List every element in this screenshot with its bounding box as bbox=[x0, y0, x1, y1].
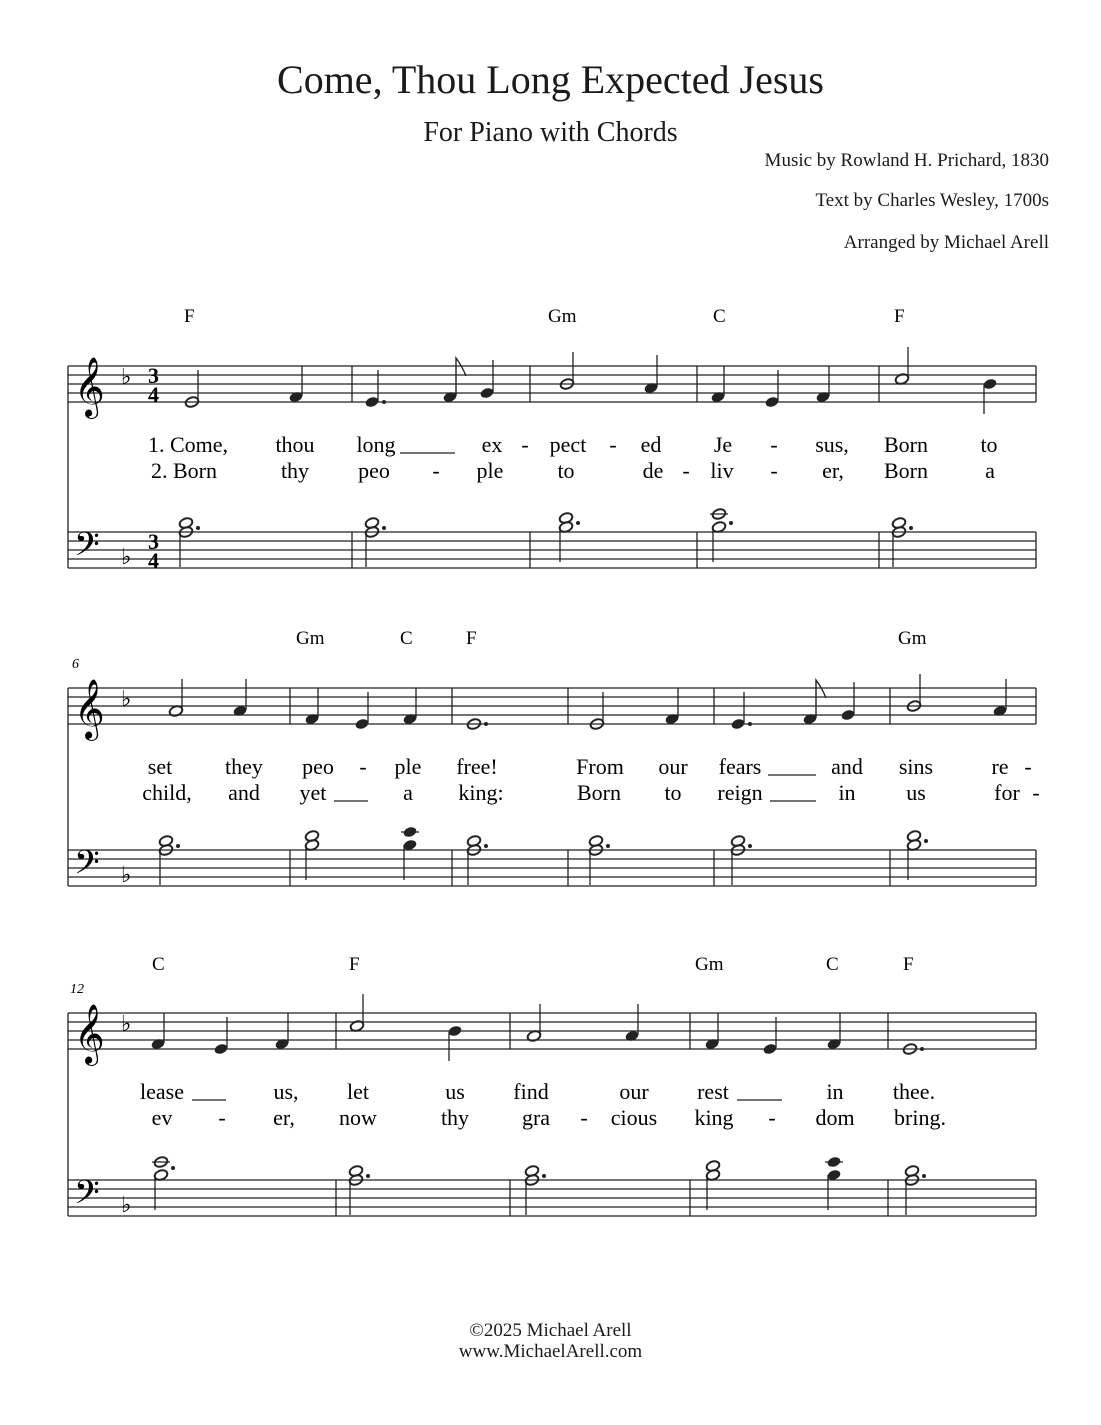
lyrics-verse-1 bbox=[148, 432, 998, 457]
lyric-syllable: thee. bbox=[892, 1079, 936, 1104]
time-signature-bottom: 4 bbox=[148, 548, 159, 573]
lyric-syllable: to bbox=[980, 432, 998, 457]
system-3 bbox=[68, 954, 1036, 1219]
lyric-syllable: Born bbox=[884, 432, 928, 457]
lyric-syllable: child, bbox=[142, 780, 192, 805]
time-signature-top: 3 bbox=[148, 363, 159, 388]
lyric-syllable: long bbox=[356, 432, 396, 457]
lyric-syllable: 1. Come, bbox=[147, 432, 229, 457]
page-subtitle: For Piano with Chords bbox=[423, 117, 678, 148]
measure-number: 12 bbox=[70, 982, 84, 997]
arranger-credit: Arranged by Michael Arell bbox=[843, 232, 1049, 253]
lyric-syllable: us bbox=[906, 780, 926, 805]
lyric-syllable: a bbox=[403, 780, 413, 805]
chord-symbol: F bbox=[349, 954, 360, 975]
music-credit: Music by Rowland H. Prichard, 1830 bbox=[764, 150, 1049, 171]
lyric-syllable: er, bbox=[273, 1105, 295, 1130]
lyric-syllable: reign bbox=[717, 780, 763, 805]
chord-symbol: C bbox=[152, 954, 165, 975]
lyric-syllable: Born bbox=[577, 780, 621, 805]
lyric-hyphen: - bbox=[432, 458, 440, 483]
time-signature-top: 3 bbox=[148, 529, 159, 554]
lyric-syllable: and bbox=[228, 780, 260, 805]
chord-symbol: C bbox=[826, 954, 839, 975]
bass-staff bbox=[68, 1180, 1036, 1216]
lyrics-verse-2 bbox=[142, 780, 1039, 805]
melody-notes bbox=[168, 674, 1007, 730]
lyric-syllable: re bbox=[991, 754, 1009, 779]
lyric-syllable: peo bbox=[302, 754, 334, 779]
lyric-syllable: now bbox=[339, 1105, 377, 1130]
lyric-syllable: a bbox=[985, 458, 995, 483]
lyric-hyphen: - bbox=[768, 1105, 776, 1130]
treble-clef-icon: 𝄞 bbox=[74, 1006, 105, 1063]
lyric-syllable: let bbox=[347, 1079, 369, 1104]
lyric-syllable: peo bbox=[358, 458, 390, 483]
lyric-syllable: our bbox=[658, 754, 688, 779]
copyright-text: ©2025 Michael Arell bbox=[469, 1320, 632, 1341]
flat-icon: ♭ bbox=[121, 1192, 132, 1217]
lyric-syllable: and bbox=[831, 754, 863, 779]
flat-icon: ♭ bbox=[121, 544, 132, 569]
lyric-syllable: us bbox=[445, 1079, 465, 1104]
lyric-hyphen: - bbox=[218, 1105, 226, 1130]
lyric-syllable: Je bbox=[713, 432, 733, 457]
flat-icon: ♭ bbox=[121, 686, 132, 711]
lyric-syllable: ev bbox=[151, 1105, 173, 1130]
lyric-syllable: free! bbox=[456, 754, 498, 779]
melody-notes bbox=[184, 347, 997, 414]
lyric-syllable: gra bbox=[521, 1105, 551, 1130]
lyric-syllable: our bbox=[619, 1079, 649, 1104]
lyric-syllable: for bbox=[994, 780, 1020, 805]
lyric-syllable: Born bbox=[884, 458, 928, 483]
measure-number: 6 bbox=[72, 657, 79, 672]
chord-symbol: Gm bbox=[695, 954, 724, 975]
lyric-syllable: thou bbox=[275, 432, 315, 457]
lyric-hyphen: - bbox=[1032, 780, 1040, 805]
treble-clef-icon: 𝄞 bbox=[74, 681, 105, 738]
lyrics-verse-1 bbox=[148, 754, 1032, 779]
bass-clef-icon: 𝄢 bbox=[74, 1174, 100, 1219]
treble-staff bbox=[68, 688, 1036, 724]
lyric-hyphen: - bbox=[1024, 754, 1032, 779]
lyric-syllable: fears bbox=[718, 754, 762, 779]
chord-symbol: F bbox=[184, 306, 195, 327]
lyric-syllable: find bbox=[513, 1079, 549, 1104]
bass-chords bbox=[178, 508, 913, 567]
lyric-syllable: sins bbox=[898, 754, 934, 779]
melody-notes bbox=[150, 994, 924, 1061]
chord-symbol: F bbox=[894, 306, 905, 327]
lyric-syllable: us, bbox=[273, 1079, 299, 1104]
lyric-syllable: ple bbox=[476, 458, 504, 483]
lyric-hyphen: - bbox=[770, 432, 778, 457]
lyric-syllable: set bbox=[147, 754, 173, 779]
lyric-hyphen: - bbox=[770, 458, 778, 483]
lyric-syllable: de bbox=[642, 458, 664, 483]
lyric-syllable: ed bbox=[640, 432, 662, 457]
lyric-hyphen: - bbox=[359, 754, 367, 779]
lyrics-verse-2 bbox=[151, 458, 995, 483]
chord-symbol: C bbox=[400, 628, 413, 649]
lyric-syllable: sus, bbox=[815, 432, 849, 457]
lyric-syllable: thy bbox=[440, 1105, 470, 1130]
lyric-syllable: to bbox=[557, 458, 575, 483]
lyric-syllable: cious bbox=[610, 1105, 658, 1130]
website-link[interactable]: www.MichaelArell.com bbox=[458, 1341, 643, 1362]
chord-symbol: F bbox=[903, 954, 914, 975]
lyric-syllable: dom bbox=[815, 1105, 855, 1130]
flat-icon: ♭ bbox=[121, 862, 132, 887]
lyric-syllable: in bbox=[826, 1079, 844, 1104]
lyric-syllable: liv bbox=[710, 458, 734, 483]
lyric-syllable: 2. Born bbox=[151, 458, 217, 483]
lyric-hyphen: - bbox=[521, 432, 529, 457]
barlines bbox=[68, 1013, 1036, 1216]
lyric-syllable: pect bbox=[549, 432, 587, 457]
barlines bbox=[68, 688, 1036, 886]
lyric-syllable: in bbox=[838, 780, 856, 805]
chord-symbol: F bbox=[466, 628, 477, 649]
bass-clef-icon: 𝄢 bbox=[74, 526, 100, 571]
flat-icon: ♭ bbox=[121, 1011, 132, 1036]
time-signature-bottom: 4 bbox=[148, 382, 159, 407]
chord-symbol: Gm bbox=[548, 306, 577, 327]
lyric-syllable: king bbox=[694, 1105, 734, 1130]
lyric-syllable: ple bbox=[394, 754, 422, 779]
lyric-syllable: king: bbox=[458, 780, 504, 805]
chord-symbol: Gm bbox=[296, 628, 325, 649]
system-2 bbox=[68, 628, 1040, 889]
bass-chords bbox=[152, 1156, 926, 1215]
lyric-syllable: they bbox=[225, 754, 263, 779]
lyric-syllable: to bbox=[664, 780, 682, 805]
flat-icon: ♭ bbox=[121, 364, 132, 389]
lyric-syllable: thy bbox=[280, 458, 310, 483]
lyrics-verse-2 bbox=[152, 1105, 946, 1130]
bass-clef-icon: 𝄢 bbox=[74, 844, 100, 889]
lyric-syllable: lease bbox=[140, 1079, 184, 1104]
treble-staff bbox=[68, 1013, 1036, 1049]
lyric-syllable: bring. bbox=[894, 1105, 946, 1130]
lyrics-verse-1 bbox=[140, 1079, 935, 1104]
lyric-syllable: From bbox=[576, 754, 624, 779]
bass-staff bbox=[68, 532, 1036, 568]
lyric-syllable: rest bbox=[697, 1079, 729, 1104]
lyric-hyphen: - bbox=[609, 432, 617, 457]
lyric-hyphen: - bbox=[580, 1105, 588, 1130]
chord-symbol: C bbox=[713, 306, 726, 327]
bass-chords bbox=[158, 826, 928, 885]
lyric-hyphen: - bbox=[682, 458, 690, 483]
lyric-syllable: ex bbox=[481, 432, 503, 457]
chord-symbol: Gm bbox=[898, 628, 927, 649]
treble-clef-icon: 𝄞 bbox=[74, 359, 105, 416]
lyric-syllable: yet bbox=[299, 780, 327, 805]
lyric-syllable: er, bbox=[822, 458, 844, 483]
bass-staff bbox=[68, 850, 1036, 886]
page-title: Come, Thou Long Expected Jesus bbox=[277, 57, 824, 102]
text-credit: Text by Charles Wesley, 1700s bbox=[815, 190, 1049, 211]
system-1 bbox=[68, 306, 1036, 573]
treble-staff bbox=[68, 366, 1036, 402]
